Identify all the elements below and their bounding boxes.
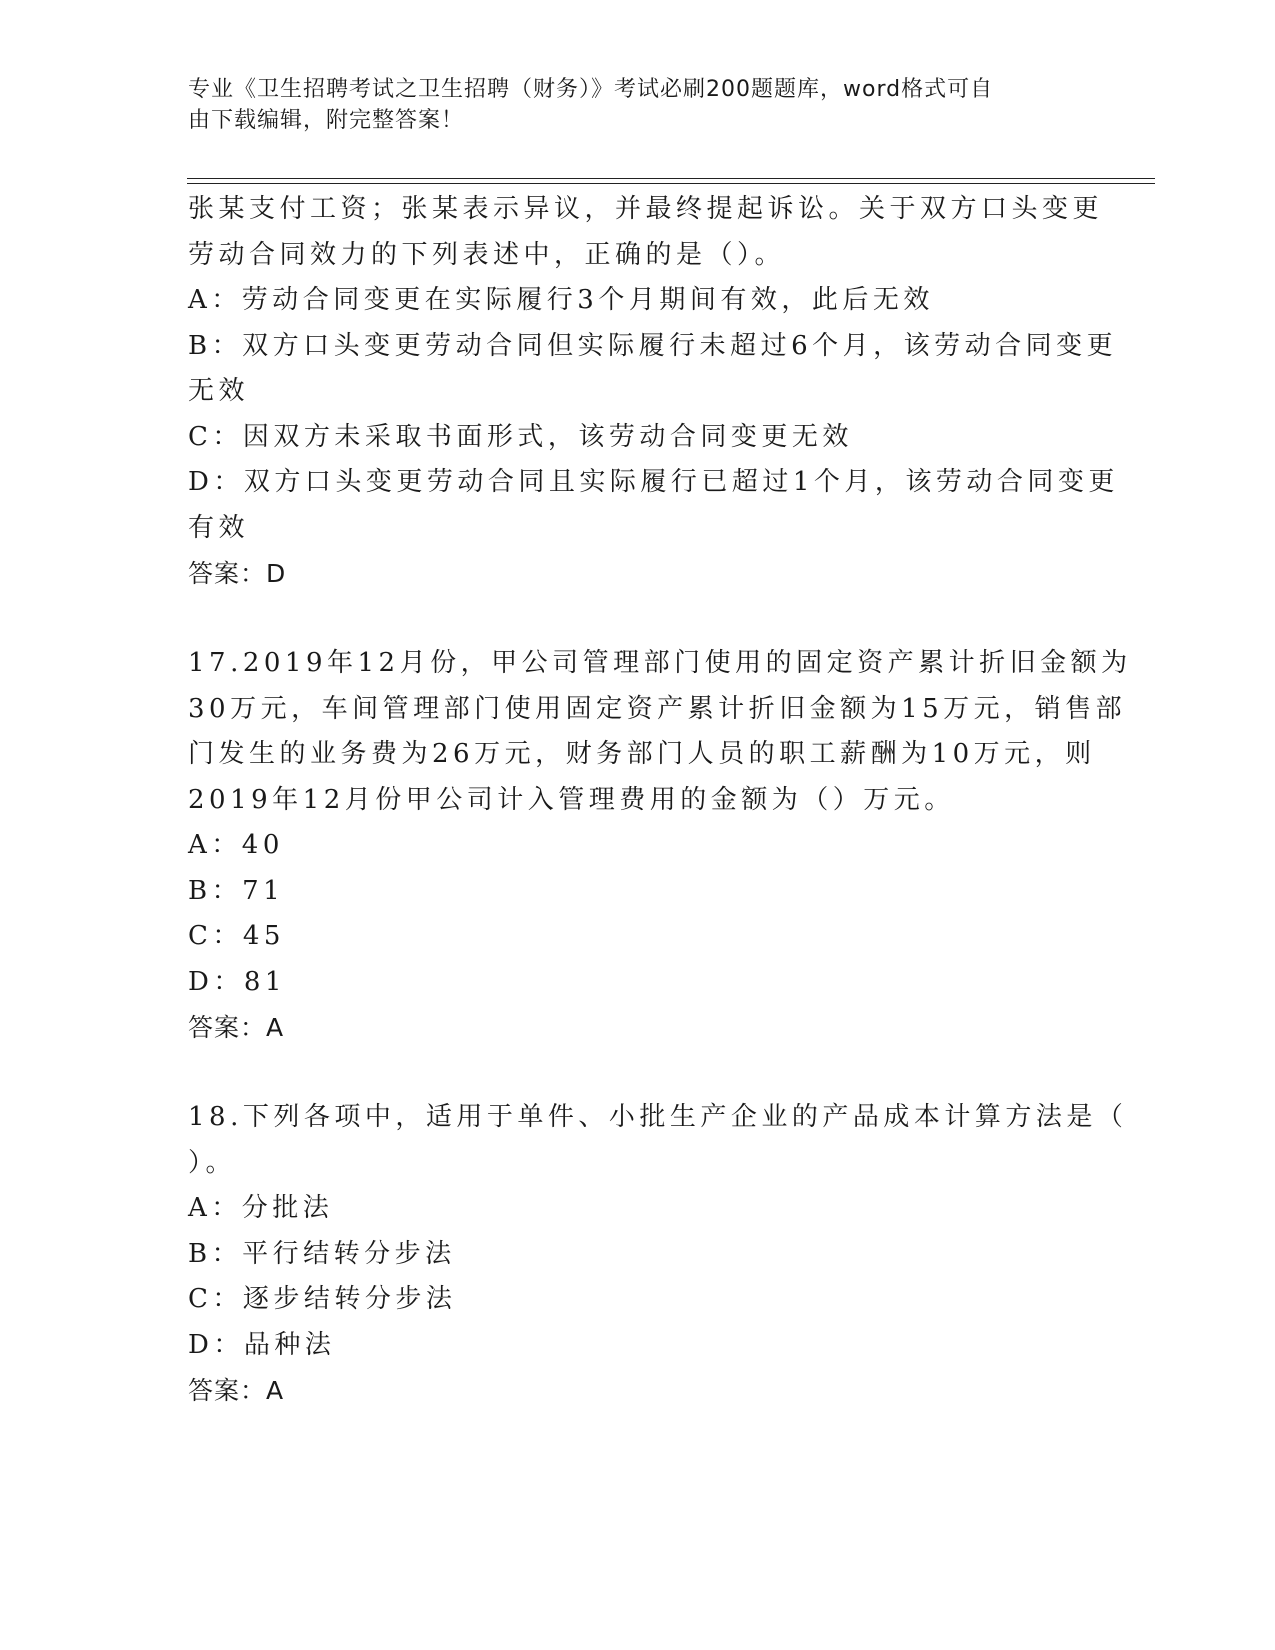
- question-18: [188, 1095, 1128, 1413]
- answer-label: 答案：D: [188, 559, 287, 588]
- header-line-2: 由下载编辑，附完整答案！: [188, 108, 465, 133]
- option-a: A：40: [188, 830, 284, 860]
- question-stem-line: 18.下列各项中，适用于单件、小批生产企业的产品成本计算方法是（: [188, 1102, 1128, 1132]
- question-stem-line: 门发生的业务费为26万元，财务部门人员的职工薪酬为10万元，则: [188, 739, 1096, 769]
- option-b: B：双方口头变更劳动合同但实际履行未超过6个月，该劳动合同变更: [188, 330, 1118, 361]
- option-d: D：81: [188, 966, 286, 997]
- header-rule-bottom: [187, 183, 1155, 184]
- header-rule-top: [187, 178, 1155, 179]
- option-a: A：劳动合同变更在实际履行3个月期间有效，此后无效: [188, 285, 934, 315]
- header-line-1: 专业《卫生招聘考试之卫生招聘（财务）》考试必刷200题题库，word格式可自: [188, 77, 994, 102]
- question-stem-line: 17.2019年12月份，甲公司管理部门使用的固定资产累计折旧金额为: [188, 648, 1132, 678]
- option-d: D：双方口头变更劳动合同且实际履行已超过1个月，该劳动合同变更: [188, 467, 1119, 497]
- option-b: B：平行结转分步法: [188, 1238, 456, 1269]
- document-header: [188, 74, 1058, 136]
- answer-label: 答案：A: [188, 1013, 285, 1042]
- question-stem-line: ）。: [188, 1147, 237, 1178]
- option-a: A：分批法: [188, 1193, 334, 1223]
- question-stem-line: 2019年12月份甲公司计入管理费用的金额为（）万元。: [188, 784, 955, 815]
- question-spacer: [188, 1050, 1088, 1095]
- question-stem-line: 30万元，车间管理部门使用固定资产累计折旧金额为15万元，销售部: [188, 693, 1127, 724]
- answer-label: 答案：A: [188, 1376, 285, 1405]
- option-c: C：逐步结转分步法: [188, 1284, 457, 1314]
- option-c: C：因双方未采取书面形式，该劳动合同变更无效: [188, 421, 853, 452]
- document-body: [188, 187, 1132, 1413]
- question-stem-line: 劳动合同效力的下列表述中，正确的是（）。: [188, 239, 786, 270]
- option-b-continued: 无效: [188, 376, 250, 406]
- question-16: [188, 187, 1119, 596]
- option-d-continued: 有效: [188, 512, 250, 543]
- option-c: C：45: [188, 921, 285, 951]
- question-stem-line: 张某支付工资；张某表示异议，并最终提起诉讼。关于双方口头变更: [188, 194, 1104, 224]
- option-b: B：71: [188, 875, 285, 906]
- question-17: [188, 641, 1132, 1050]
- question-spacer: [188, 596, 1088, 641]
- option-d: D：品种法: [188, 1329, 336, 1360]
